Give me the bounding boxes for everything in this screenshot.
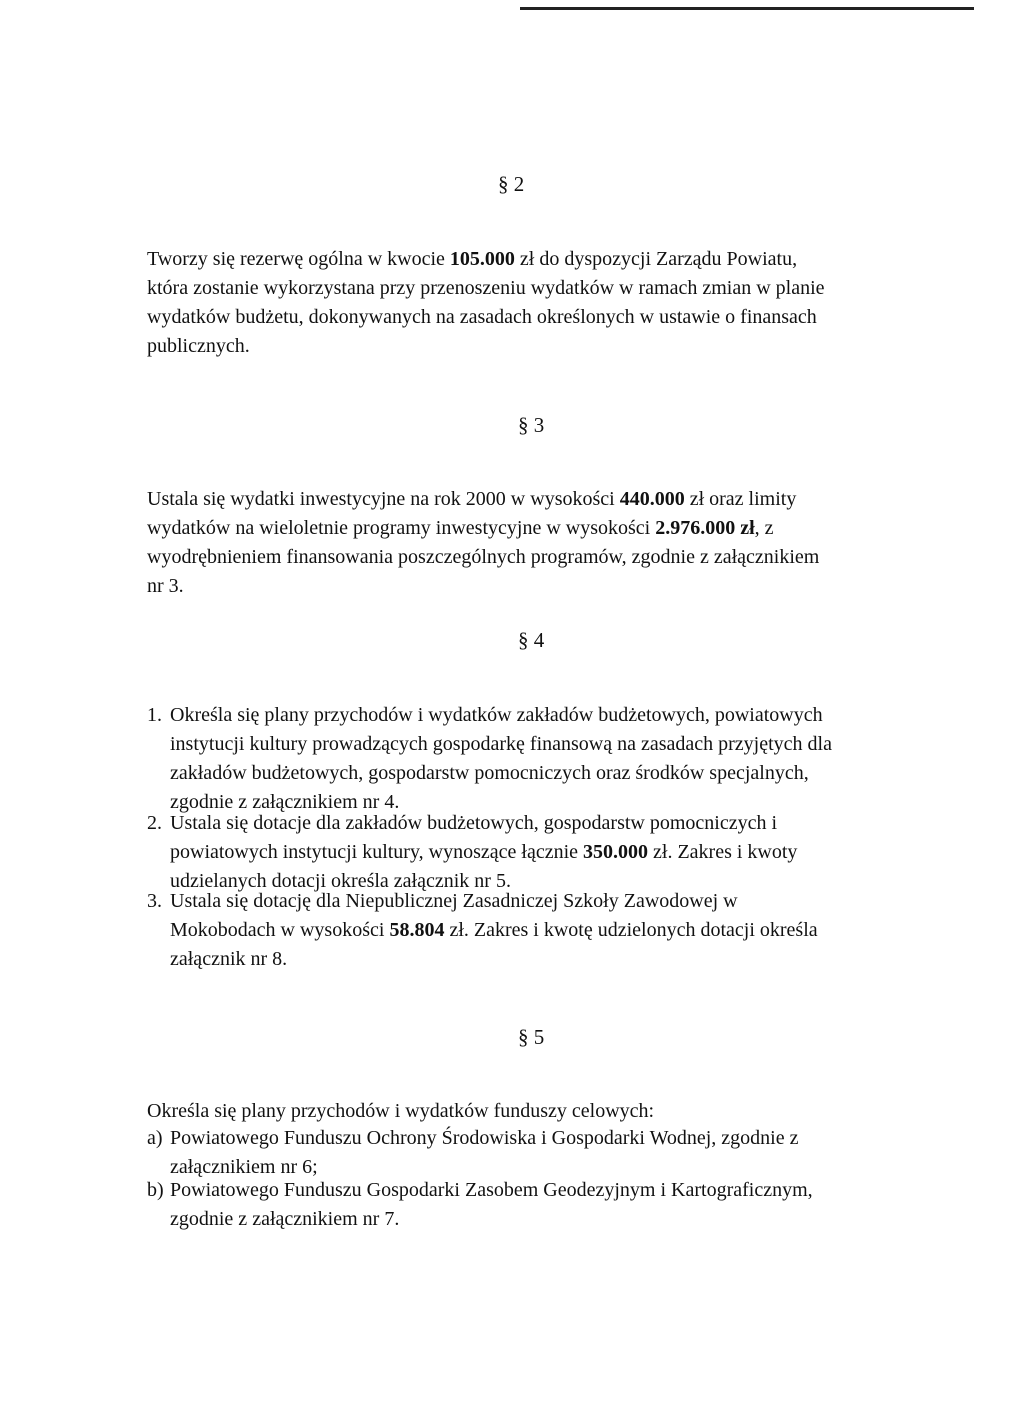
paragraph-line: Ustala się wydatki inwestycyjne na rok 2000 w wysokości 440.000 zł oraz limity xyxy=(147,488,797,510)
paragraph-line: wyodrębnieniem finansowania poszczególnych programów, zgodnie z załącznikiem xyxy=(147,546,820,568)
section-5-intro: Określa się plany przychodów i wydatków funduszy celowych: xyxy=(147,1100,655,1122)
paragraph-line: publicznych. xyxy=(147,335,250,357)
section-2-heading: § 2 xyxy=(498,172,525,196)
paragraph-line: nr 3. xyxy=(147,575,184,597)
list-item: Powiatowego Funduszu Gospodarki Zasobem Geodezyjnym i Kartograficznym, zgodnie z załącznikiem nr 7. xyxy=(170,1179,813,1230)
paragraph-line: Tworzy się rezerwę ogólna w kwocie 105.000 zł do dyspozycji Zarządu Powiatu, xyxy=(147,248,798,270)
paragraph-line: wydatków na wieloletnie programy inwestycyjne w wysokości 2.976.000 zł, z xyxy=(147,517,774,539)
paragraph-line: która zostanie wykorzystana przy przenoszeniu wydatków w ramach zmian w planie xyxy=(147,277,825,299)
paragraph-line: wydatków budżetu, dokonywanych na zasadach określonych w ustawie o finansach xyxy=(147,306,817,328)
top-rule xyxy=(520,7,974,10)
list-item: Ustala się dotację dla Niepublicznej Zasadniczej Szkoły Zawodowej w Mokobodach w wysokości 58.804 zł. Zakres i kwotę udzielonych dotacji określa załącznik nr 8. xyxy=(170,890,818,970)
list-item: Ustala się dotacje dla zakładów budżetowych, gospodarstw pomocniczych i powiatowych instytucji kultury, wynoszące łącznie 350.000 zł. Zakres i kwoty udzielanych dotacji określa załącznik nr 5. xyxy=(170,812,798,892)
list-label: a) xyxy=(147,1127,163,1149)
list-item: Określa się plany przychodów i wydatków zakładów budżetowych, powiatowych instytucji kultury prowadzących gospodarkę finansową na zasadach przyjętych dla zakładów budżetowych, gospodarstw pomocniczych oraz środków specjalnych, zgodnie z załącznikiem nr 4. xyxy=(170,704,832,813)
list-item: Powiatowego Funduszu Ochrony Środowiska i Gospodarki Wodnej, zgodnie z załącznikiem nr 6; xyxy=(170,1127,799,1178)
section-2-paragraph xyxy=(147,245,825,361)
list-number: 2. xyxy=(147,812,162,834)
section-3-paragraph xyxy=(147,485,819,601)
list-number: 3. xyxy=(147,890,162,912)
section-5-heading: § 5 xyxy=(518,1025,545,1049)
section-4-heading: § 4 xyxy=(518,628,545,652)
list-number: 1. xyxy=(147,704,162,726)
section-3-heading: § 3 xyxy=(518,413,545,437)
list-label: b) xyxy=(147,1179,164,1201)
